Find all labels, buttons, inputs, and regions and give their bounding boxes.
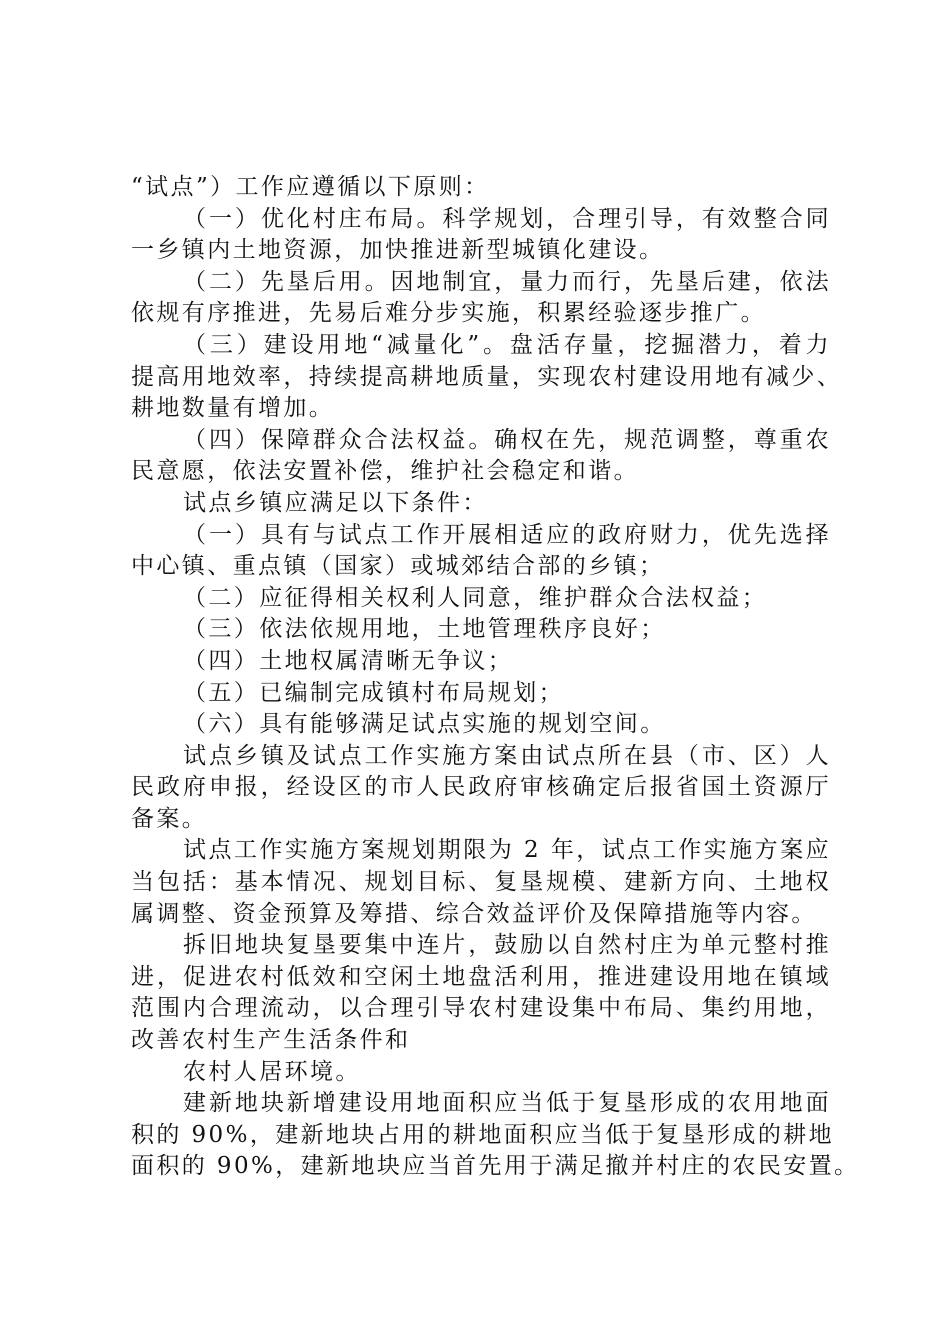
text-line: “试点”）工作应遵循以下原则：: [131, 174, 490, 200]
text-line: 农村人居环境。: [183, 1058, 361, 1085]
text-line: （二）先垦后用。因地制宜，量力而行，先垦后建，依法: [183, 268, 831, 295]
text-line: （一）优化村庄布局。科学规划，合理引导，有效整合同: [183, 205, 831, 232]
text-line: 试点工作实施方案规划期限为 2 年，试点工作实施方案应: [183, 837, 831, 864]
text-line: 耕地数量有增加。: [131, 395, 335, 422]
text-line: （三）依法依规用地，土地管理秩序良好；: [183, 616, 666, 643]
text-line: 提高用地效率，持续提高耕地质量，实现农村建设用地有减少、: [131, 363, 843, 390]
text-line: （五）已编制完成镇村布局规划；: [183, 679, 564, 706]
text-line: 属调整、资金预算及筹措、综合效益评价及保障措施等内容。: [131, 900, 817, 927]
text-line: 积的 90%，建新地块占用的耕地面积应当低于复垦形成的耕地: [131, 1121, 835, 1148]
text-line: 面积的 90%，建新地块应当首先用于满足撤并村庄的农民安置。: [131, 1153, 860, 1180]
text-line: 试点乡镇及试点工作实施方案由试点所在县（市、区）人: [183, 742, 831, 769]
document-body: [131, 172, 860, 1183]
text-line: 范围内合理流动，以合理引导农村建设集中布局、集约用地，: [131, 995, 831, 1022]
text-line: （四）保障群众合法权益。确权在先，规范调整，尊重农: [183, 426, 831, 453]
text-line: 备案。: [131, 805, 208, 832]
text-line: 拆旧地块复垦要集中连片，鼓励以自然村庄为单元整村推: [183, 932, 831, 959]
text-line: （二）应征得相关权利人同意，维护群众合法权益；: [183, 584, 768, 611]
text-line: 建新地块新增建设用地面积应当低于复垦形成的农用地面: [183, 1090, 831, 1117]
text-line: 当包括：基本情况、规划目标、复垦规模、建新方向、土地权: [131, 869, 831, 896]
text-line: （一）具有与试点工作开展相适应的政府财力，优先选择: [183, 521, 831, 548]
text-line: 改善农村生产生活条件和: [131, 1027, 411, 1054]
text-line: （四）土地权属清晰无争议；: [183, 647, 514, 674]
text-line: 依规有序推进，先易后难分步实施，积累经验逐步推广。: [131, 300, 766, 327]
text-line: 中心镇、重点镇（国家）或城郊结合部的乡镇；: [131, 553, 665, 580]
text-line: 民意愿，依法安置补偿，维护社会稳定和谐。: [131, 458, 639, 485]
text-line: 民政府申报，经设区的市人民政府审核确定后报省国土资源厅: [131, 774, 831, 801]
text-line: （三）建设用地“减量化”。盘活存量，挖掘潜力，着力: [183, 331, 831, 358]
text-line: （六）具有能够满足试点实施的规划空间。: [183, 711, 666, 738]
text-line: 进，促进农村低效和空闲土地盘活利用，推进建设用地在镇域: [131, 963, 831, 990]
text-line: 一乡镇内土地资源，加快推进新型城镇化建设。: [131, 237, 665, 264]
text-line: 试点乡镇应满足以下条件：: [183, 489, 488, 516]
